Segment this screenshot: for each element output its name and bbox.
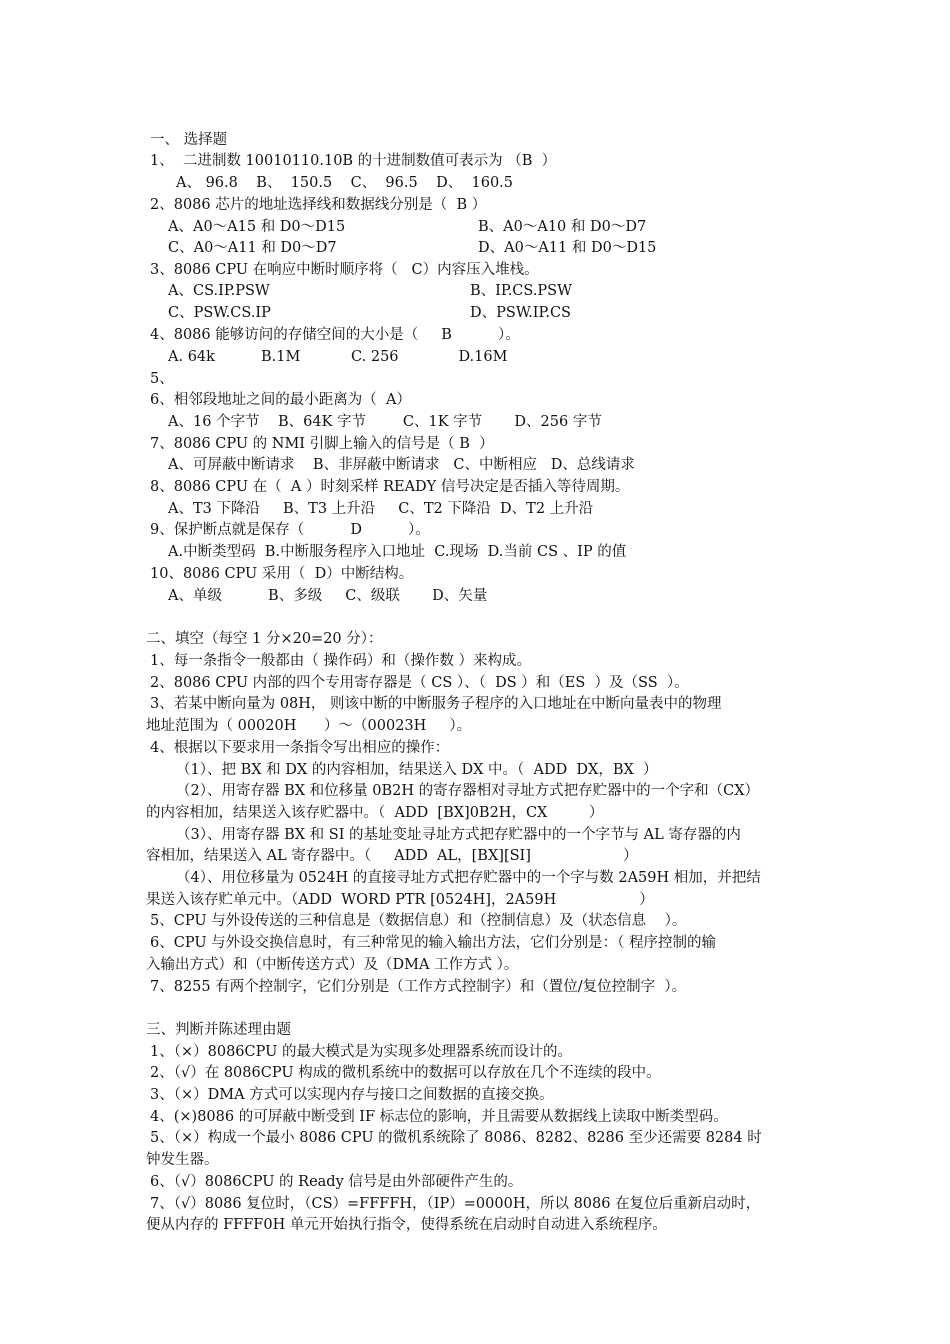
- option-line: A、单级 B、多级 C、级联 D、矢量: [168, 588, 488, 604]
- question-line: 1、每一条指令一般都由（ 操作码）和（操作数 ）来构成。: [150, 653, 531, 669]
- question-line: 4、根据以下要求用一条指令写出相应的操作：: [150, 740, 450, 756]
- section-title-fill: 二、填空（每空 1 分×20=20 分）：: [146, 631, 383, 647]
- question-line: （1）、把 BX 和 DX 的内容相加，结果送入 DX 中。（ ADD DX，BX ）: [176, 762, 658, 778]
- section-title-choice: 一、 选择题: [150, 132, 228, 148]
- section-title-judge: 三、判断并陈述理由题: [146, 1022, 291, 1038]
- question-line: 3、若某中断向量为 08H， 则该中断的中断服务子程序的入口地址在中断向量表中的物理: [150, 696, 722, 712]
- question-line: 5、: [150, 371, 174, 387]
- question-line: 2、8086 芯片的地址选择线和数据线分别是（ B ）: [150, 197, 487, 213]
- question-line: 入输出方式）和（中断传送方式）及（DMA 工作方式 ）。: [146, 957, 519, 973]
- question-line: 果送入该存贮单元中。（ADD WORD PTR [0524H]，2A59H ）: [146, 892, 654, 908]
- question-line: 7、8086 CPU 的 NMI 引脚上输入的信号是（ B ）: [150, 436, 494, 452]
- option-line: C、A0～A11 和 D0～D7: [168, 240, 337, 256]
- question-line: 4、(×)8086 的可屏蔽中断受到 IF 标志位的影响，并且需要从数据线上读取中断类型码。: [150, 1109, 728, 1125]
- option-line: B、IP.CS.PSW: [470, 283, 573, 299]
- question-line: 2、8086 CPU 内部的四个专用寄存器是（ CS ）、（ DS ）和（ES ）及（SS ）。: [150, 675, 689, 691]
- question-line: 钟发生器。: [146, 1152, 219, 1168]
- option-line: D、A0～A11 和 D0～D15: [478, 240, 657, 256]
- question-line: 6、相邻段地址之间的最小距离为（ A）: [150, 392, 411, 408]
- option-line: C、PSW.CS.IP: [168, 305, 271, 321]
- question-line: 的内容相加，结果送入该存贮器中。（ ADD [BX]0B2H，CX ）: [146, 805, 604, 821]
- question-line: 3、8086 CPU 在响应中断时顺序将（ C）内容压入堆栈。: [150, 262, 539, 278]
- question-line: 便从内存的 FFFF0H 单元开始执行指令，使得系统在启动时自动进入系统程序。: [146, 1217, 667, 1233]
- question-line: 3、（×）DMA 方式可以实现内存与接口之间数据的直接交换。: [150, 1087, 554, 1103]
- option-line: A. 64k B.1M C. 256 D.16M: [168, 349, 508, 365]
- option-line: D、PSW.IP.CS: [470, 305, 571, 321]
- question-line: 10、8086 CPU 采用（ D）中断结构。: [150, 566, 414, 582]
- question-line: 1、 二进制数 10010110.10B 的十进制数值可表示为 （B ）: [150, 153, 557, 169]
- question-line: （2）、用寄存器 BX 和位移量 0B2H 的寄存器相对寻址方式把存贮器中的一个字和（CX）: [176, 783, 760, 799]
- question-line: 7、（√）8086 复位时，（CS）=FFFFH，（IP）=0000H，所以 8086 在复位后重新启动时，: [150, 1196, 761, 1212]
- question-line: 2、（√）在 8086CPU 构成的微机系统中的数据可以存放在几个不连续的段中。: [150, 1065, 661, 1081]
- question-line: 5、（×）构成一个最小 8086 CPU 的微机系统除了 8086、8282、8286 至少还需要 8284 时: [150, 1130, 762, 1146]
- question-line: 6、CPU 与外设交换信息时，有三种常见的输入输出方法，它们分别是：（ 程序控制的输: [150, 935, 717, 951]
- question-line: （3）、用寄存器 BX 和 SI 的基址变址寻址方式把存贮器中的一个字节与 AL 寄存器的内: [176, 827, 741, 843]
- question-line: 7、8255 有两个控制字，它们分别是（工作方式控制字）和（置位/复位控制字 ）。: [150, 979, 687, 995]
- question-line: 4、8086 能够访问的存储空间的大小是（ B ）。: [150, 327, 520, 343]
- option-line: A、A0～A15 和 D0～D15: [168, 219, 346, 235]
- question-line: 8、8086 CPU 在（ A ）时刻采样 READY 信号决定是否插入等待周期。: [150, 479, 630, 495]
- option-line: A、CS.IP.PSW: [168, 283, 270, 299]
- question-line: （4）、用位移量为 0524H 的直接寻址方式把存贮器中的一个字与数 2A59H 相加，并把结: [176, 870, 761, 886]
- question-line: 1、（×）8086CPU 的最大模式是为实现多处理器系统而设计的。: [150, 1044, 572, 1060]
- option-line: A、T3 下降沿 B、T3 上升沿 C、T2 下降沿 D、T2 上升沿: [168, 501, 594, 517]
- question-line: 6、（√）8086CPU 的 Ready 信号是由外部硬件产生的。: [150, 1174, 523, 1190]
- question-line: 9、保护断点就是保存（ D ）。: [150, 522, 430, 538]
- option-line: B、A0～A10 和 D0～D7: [478, 219, 647, 235]
- question-line: 5、CPU 与外设传送的三种信息是（数据信息）和（控制信息）及（状态信息 ）。: [150, 913, 687, 929]
- option-line: A、可屏蔽中断请求 B、非屏蔽中断请求 C、中断相应 D、总线请求: [168, 457, 635, 473]
- option-line: A.中断类型码 B.中断服务程序入口地址 C.现场 D.当前 CS 、IP 的值: [168, 544, 627, 560]
- question-line: 地址范围为（ 00020H ）～（00023H ）。: [146, 718, 472, 734]
- option-line: A、 96.8 B、 150.5 C、 96.5 D、 160.5: [176, 175, 514, 191]
- option-line: A、16 个字节 B、64K 字节 C、1K 字节 D、256 字节: [168, 414, 602, 430]
- question-line: 容相加，结果送入 AL 寄存器中。（ ADD AL，[BX][SI] ）: [146, 848, 638, 864]
